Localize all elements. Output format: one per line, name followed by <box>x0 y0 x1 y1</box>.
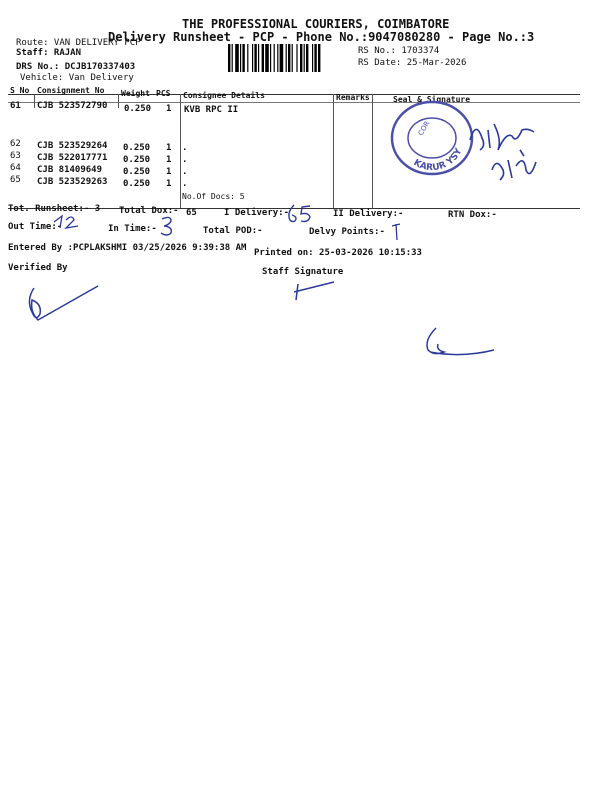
table-row-sno: 64 <box>10 163 21 173</box>
drs-number: DRS No.: DCJB170337403 <box>16 62 136 72</box>
in-time-label: In Time:- <box>108 224 157 234</box>
tot-runsheet: Tot. Runsheet:- 3 <box>8 204 101 214</box>
out-time-label: Out Time:- <box>8 222 63 232</box>
table-row-sno: 61 <box>10 101 21 111</box>
receiver-signature <box>422 322 502 362</box>
table-row-weight: 0.250 <box>123 167 151 177</box>
col-divider <box>118 94 119 108</box>
col-header-seal: Seal & Signature <box>393 95 471 104</box>
no-of-docs: No.Of Docs: 5 <box>182 192 245 201</box>
route-label: Route: VAN DELIVERY PCP <box>16 38 141 48</box>
entered-by: Entered By :PCPLAKSHMI 03/25/2026 9:39:38 AM <box>8 243 247 253</box>
table-row-consignment: CJB 522017771 <box>37 153 108 163</box>
handwritten-in-time <box>159 215 179 239</box>
table-row-consignee: KVB RPC II <box>184 105 239 115</box>
table-row-pcs: 1 <box>166 179 172 189</box>
i-delivery-label: I Delivery:- <box>224 208 290 218</box>
verified-by-label: Verified By <box>8 263 68 273</box>
col-divider <box>34 94 35 108</box>
company-name: THE PROFESSIONAL COURIERS, COIMBATORE <box>182 17 450 31</box>
table-row-weight: 0.250 <box>123 155 151 165</box>
rtn-dox-label: RTN Dox:- <box>448 210 497 220</box>
table-row-pcs: 1 <box>166 155 172 165</box>
col-header-pcs: PCS <box>156 89 171 98</box>
table-row-pcs: 1 <box>166 143 172 153</box>
runsheet-title: Delivery Runsheet - PCP - Phone No.:9047080280 - Page No.:3 <box>108 30 535 44</box>
svg-text:COR: COR <box>416 119 432 137</box>
table-row-sno: 63 <box>10 151 21 161</box>
barcode <box>228 44 353 72</box>
table-row-weight: 0.250 <box>123 143 151 153</box>
staff-signature-label: Staff Signature <box>262 267 344 277</box>
handwritten-date-signature <box>462 110 562 190</box>
handwritten-out-time <box>52 212 82 232</box>
table-row-consignment: CJB 523529264 <box>37 141 108 151</box>
col-divider <box>180 94 181 208</box>
table-row-consignment: CJB 523529263 <box>37 177 108 187</box>
staff-signature <box>290 278 340 308</box>
table-row-consignee: . <box>182 155 188 165</box>
table-row-consignment: CJB 81409649 <box>37 165 103 175</box>
total-dox-label: Total Dox:- <box>119 206 179 216</box>
col-header-weight: Weight <box>121 89 150 98</box>
table-row-weight: 0.250 <box>124 104 152 114</box>
table-row-sno: 65 <box>10 175 21 185</box>
table-row-consignee: . <box>182 143 188 153</box>
col-divider <box>333 94 334 208</box>
table-row-sno: 62 <box>10 139 21 149</box>
table-row-consignee: . <box>182 167 188 177</box>
col-header-sno: S No <box>10 86 30 95</box>
total-dox-value: 65 <box>186 208 197 218</box>
handwritten-i-delivery <box>286 203 316 227</box>
vehicle-label: Vehicle: Van Delivery <box>20 73 134 83</box>
staff-label: Staff: RAJAN <box>16 48 82 58</box>
table-row-pcs: 1 <box>166 167 172 177</box>
handwritten-delvy-points <box>390 222 404 244</box>
stamp-text: KARUR YSY <box>411 146 465 174</box>
verified-by-signature <box>20 282 110 332</box>
ii-delivery-label: II Delivery:- <box>333 209 404 219</box>
col-header-consignment: Consignment No <box>37 86 105 95</box>
table-row-consignee: . <box>182 179 188 189</box>
printed-on: Printed on: 25-03-2026 10:15:33 <box>254 248 422 258</box>
table-row-consignment: CJB 523572790 <box>37 101 108 111</box>
total-pod-label: Total POD:- <box>203 226 263 236</box>
rs-number: RS No.: 1703374 <box>358 46 440 56</box>
table-row-weight: 0.250 <box>123 179 151 189</box>
col-header-remarks: Remarks <box>336 93 370 102</box>
table-row-pcs: 1 <box>166 104 172 114</box>
col-divider <box>372 94 373 208</box>
col-header-consignee: Consignee Details <box>183 91 265 100</box>
rs-date: RS Date: 25-Mar-2026 <box>358 58 467 68</box>
svg-text:KARUR YSY <box>412 146 465 173</box>
delvy-points-label: Delvy Points:- <box>309 227 385 237</box>
